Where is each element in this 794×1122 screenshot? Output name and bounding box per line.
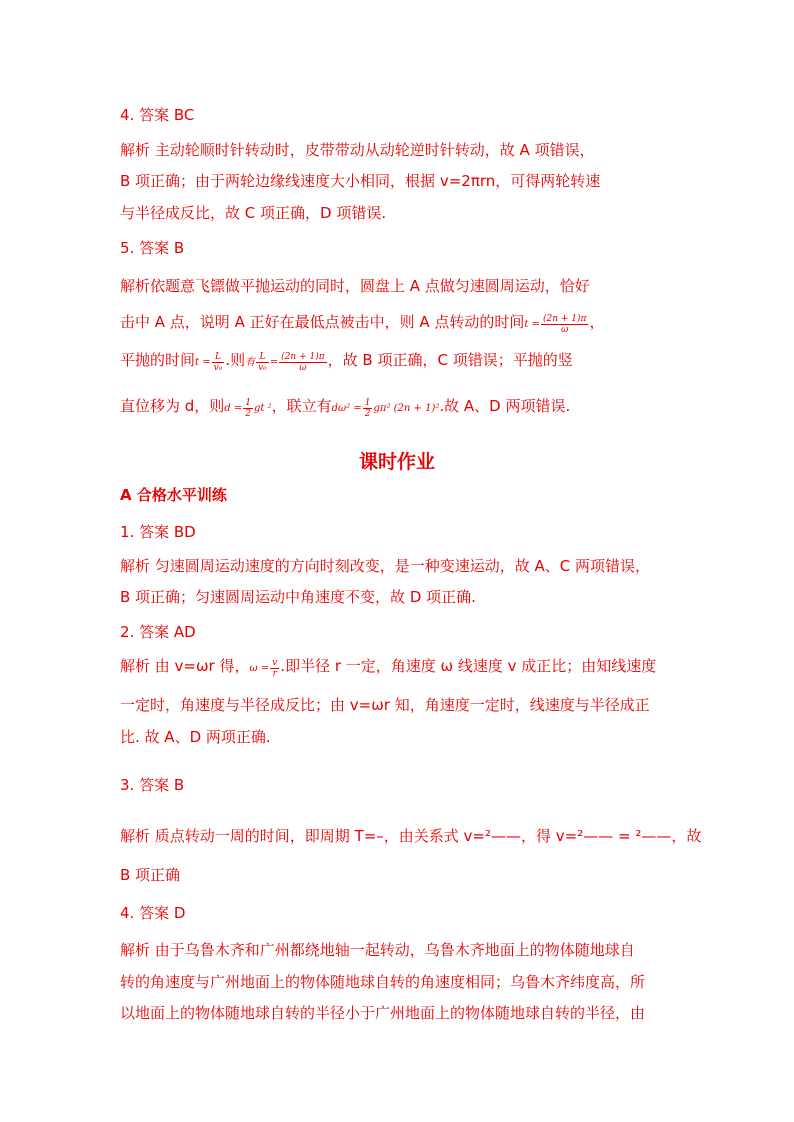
formula-prefix: 有 <box>245 357 256 368</box>
line-4-analysis-2: B 项正确；由于两轮边缘线速度大小相同，根据 v=2πrn，可得两轮转速 <box>120 172 601 190</box>
denominator: v₀ <box>213 363 223 373</box>
line-5-analysis-1: 解析依题意飞镖做平抛运动的同时，圆盘上 A 点做匀速圆周运动，恰好 <box>120 277 590 295</box>
line-q3-answer: 3. 答案 B <box>120 776 185 794</box>
fraction <box>541 314 588 335</box>
text-seg: ，故 B 项正确，C 项错误；平抛的竖 <box>327 351 573 369</box>
formula-t2 <box>195 352 225 373</box>
formula-eq: = <box>269 357 279 368</box>
line-q4-analysis-1: 解析 由于乌鲁木齐和广州都绕地轴一起转动，乌鲁木齐地面上的物体随地球自 <box>120 941 635 959</box>
text-seg: .故 A、D 两项错误. <box>439 397 571 415</box>
line-5-analysis-2 <box>120 312 604 335</box>
line-q3-analysis-1: 解析 质点转动一周的时间，即周期 T=–，由关系式 v=²——，得 v=²—— = ²——，故 <box>120 827 702 845</box>
formula-t <box>524 314 589 335</box>
line-q4-analysis-2: 转的角速度与广州地面上的物体随地球自转的角速度相同；乌鲁木齐纬度高，所 <box>120 973 646 991</box>
denominator: ω <box>299 363 307 373</box>
formula-dw <box>331 398 440 419</box>
line-q3-analysis-2: B 项正确 <box>120 866 181 884</box>
line-q2-analysis-2: 一定时，角速度与半径成反比；由 v=ωr 知，角速度一定时，线速度与半径成正 <box>120 696 650 714</box>
text-seg: 击中 A 点，说明 A 正好在最低点被击中，则 A 点转动的时间 <box>120 313 525 331</box>
text-seg: .则 <box>225 351 246 369</box>
line-5-analysis-3 <box>120 350 573 373</box>
formula-omega <box>249 658 280 679</box>
numerator: 1 <box>364 398 371 408</box>
line-4-analysis-1: 解析 主动轮顺时针转动时，皮带带动从动轮逆时针转动，故 A 项错误， <box>120 141 595 159</box>
numerator: (2n + 1)π <box>281 352 325 362</box>
formula-rest: gπ² (2n + 1)² <box>373 403 440 414</box>
numerator: 1 <box>245 398 251 408</box>
fraction <box>270 658 279 679</box>
formula-lhs: t = <box>195 357 211 368</box>
line-q2-analysis-1 <box>120 656 656 679</box>
fraction <box>212 352 225 373</box>
text-seg: ，联立有 <box>271 397 332 415</box>
line-5-analysis-4 <box>120 396 570 419</box>
line-5-answer: 5. 答案 B <box>120 239 185 257</box>
fraction <box>256 352 269 373</box>
line-q4-answer: 4. 答案 D <box>120 904 186 922</box>
formula-d <box>224 398 272 419</box>
line-q1-answer: 1. 答案 BD <box>120 523 196 541</box>
fraction <box>243 398 253 419</box>
denominator: r <box>272 669 277 679</box>
formula-lhs: ω = <box>249 663 270 674</box>
text-seg: 解析 由 v=ωr 得， <box>120 657 250 675</box>
line-q4-analysis-3: 以地面上的物体随地球自转的半径小于广州地面上的物体随地球自转的半径，由 <box>120 1004 646 1022</box>
text-seg: 直位移为 d，则 <box>120 397 225 415</box>
fraction <box>279 352 326 373</box>
formula-lhs: t = <box>524 319 540 330</box>
subsection-heading: A 合格水平训练 <box>120 486 227 504</box>
line-q2-analysis-3: 比. 故 A、D 两项正确. <box>120 728 271 746</box>
fraction <box>363 398 373 419</box>
numerator: L <box>256 352 269 363</box>
numerator: L <box>212 352 225 363</box>
text-seg: .即半径 r 一定，角速度 ω 线速度 v 成正比；由知线速度 <box>280 657 657 675</box>
denominator: v₀ <box>258 363 267 373</box>
text-seg: 平抛的时间 <box>120 351 196 369</box>
line-q1-analysis-2: B 项正确；匀速圆周运动中角速度不变，故 D 项正确. <box>120 588 476 606</box>
denominator: ω <box>561 325 569 335</box>
line-q2-answer: 2. 答案 AD <box>120 623 196 641</box>
denominator: 2 <box>245 409 251 419</box>
numerator: v <box>272 658 278 668</box>
formula-rest: gt ² <box>254 403 272 414</box>
formula-lhs: d = <box>224 403 243 414</box>
numerator: (2n + 1)π <box>542 314 587 324</box>
section-title: 课时作业 <box>358 451 435 473</box>
line-4-answer: 4. 答案 BC <box>120 106 195 124</box>
formula-lhs: dω² = <box>331 403 362 414</box>
denominator: 2 <box>364 409 371 419</box>
text-seg: ， <box>589 313 605 331</box>
line-4-analysis-3: 与半径成反比，故 C 项正确，D 项错误. <box>120 204 387 222</box>
line-q1-analysis-1: 解析 匀速圆周运动速度的方向时刻改变，是一种变速运动，故 A、C 两项错误， <box>120 557 651 575</box>
formula-you <box>245 352 328 373</box>
